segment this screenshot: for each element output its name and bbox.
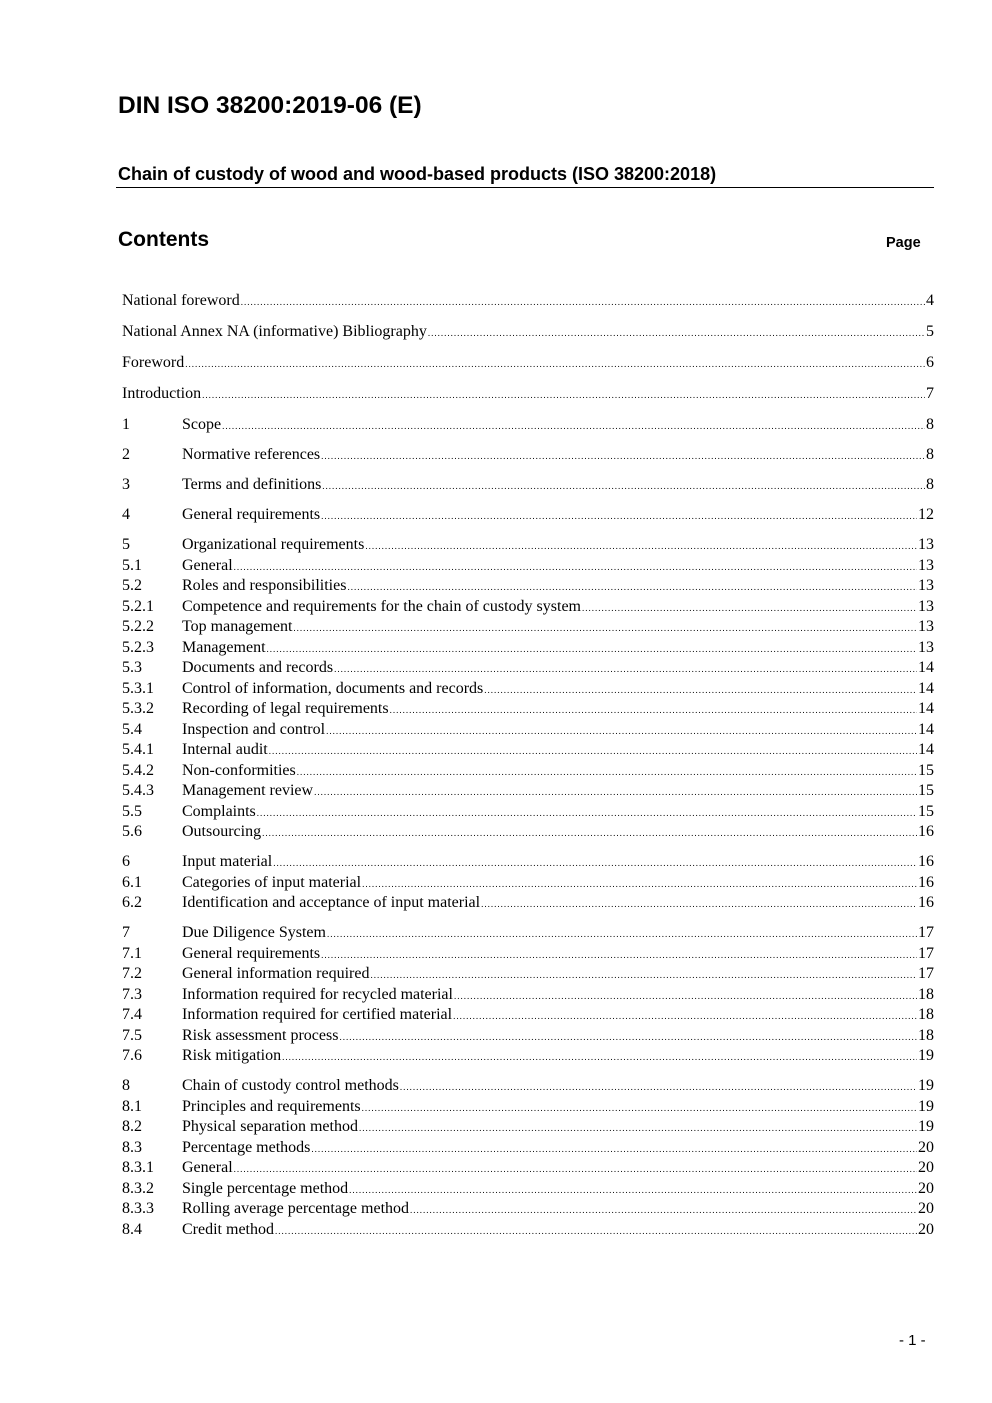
toc-entry-number: 6.2	[122, 894, 142, 911]
toc-entry[interactable]	[122, 1097, 934, 1118]
toc-entry-page: 13	[918, 536, 934, 553]
toc-entry-label: Input material	[182, 853, 273, 870]
toc-dot-leader	[273, 853, 917, 873]
toc-entry[interactable]	[122, 1220, 934, 1241]
toc-entry[interactable]	[122, 475, 934, 496]
toc-entry-label: Top management	[182, 618, 293, 635]
toc-entry-label: Terms and definitions	[182, 476, 322, 493]
toc-entry-label: Complaints	[182, 802, 256, 820]
toc-entry[interactable]	[122, 699, 934, 720]
toc-dot-leader	[365, 536, 917, 556]
toc-entry-page: 20	[918, 1220, 934, 1238]
toc-entry-page: 16	[918, 873, 934, 891]
toc-dot-leader	[269, 741, 917, 761]
toc-entry-label: Management	[182, 638, 266, 656]
toc-entry-number: 1	[122, 416, 130, 433]
toc-entry[interactable]	[122, 1076, 934, 1097]
toc-entry-label: Single percentage method	[182, 1179, 349, 1197]
toc-dot-leader	[322, 476, 925, 496]
contents-heading: Contents	[118, 228, 209, 251]
toc-entry-label: Introduction	[122, 385, 202, 402]
toc-entry-number: 5.2.1	[122, 597, 154, 615]
toc-entry-label: Control of information, documents and records	[182, 679, 484, 697]
toc-entry-number: 6	[122, 853, 130, 870]
toc-dot-leader	[339, 1027, 917, 1047]
toc-entry-page: 17	[918, 944, 934, 962]
toc-entry-label: Documents and records	[182, 659, 334, 676]
toc-entry[interactable]	[122, 761, 934, 782]
toc-entry-number: 5.2	[122, 577, 142, 594]
toc-entry-page: 13	[918, 597, 934, 615]
toc-entry[interactable]	[122, 873, 934, 894]
toc-entry-number: 5.5	[122, 802, 142, 820]
title-divider	[116, 187, 934, 188]
toc-entry-label: National Annex NA (informative) Bibliography	[122, 323, 427, 340]
toc-entry-label: Risk assessment process	[182, 1026, 339, 1044]
toc-entry[interactable]	[122, 617, 934, 638]
toc-entry-number: 5.6	[122, 823, 142, 840]
toc-entry-page: 15	[918, 782, 934, 799]
toc-dot-leader	[349, 1180, 917, 1200]
toc-entry-page: 16	[918, 894, 934, 911]
toc-dot-leader	[362, 874, 917, 894]
toc-entry-page: 20	[918, 1138, 934, 1156]
toc-entry[interactable]	[122, 923, 934, 944]
toc-entry-page: 18	[918, 985, 934, 1003]
toc-entry-page: 8	[926, 476, 934, 493]
toc-dot-leader	[321, 945, 917, 965]
toc-dot-leader	[275, 1221, 917, 1241]
toc-entry-page: 7	[926, 385, 934, 402]
toc-entry-page: 13	[918, 556, 934, 574]
toc-entry[interactable]	[122, 893, 934, 914]
toc-dot-leader	[321, 506, 917, 526]
toc-entry[interactable]	[122, 638, 934, 659]
toc-entry-number: 8.4	[122, 1220, 142, 1238]
toc-entry[interactable]	[122, 445, 934, 466]
toc-entry-label: Rolling average percentage method	[182, 1200, 410, 1217]
toc-entry-number: 8.3.2	[122, 1179, 154, 1197]
toc-entry-page: 20	[918, 1200, 934, 1217]
toc-entry-label: Principles and requirements	[182, 1097, 361, 1115]
toc-entry-label: Information required for certified material	[182, 1006, 453, 1023]
toc-entry-page: 14	[918, 659, 934, 676]
page-column-heading: Page	[886, 235, 921, 251]
toc-entry-number: 8.1	[122, 1097, 142, 1115]
toc-dot-leader	[282, 1047, 917, 1067]
toc-entry[interactable]	[122, 1117, 934, 1138]
toc-entry-number: 4	[122, 506, 130, 523]
toc-dot-leader	[262, 823, 917, 843]
toc-dot-leader	[582, 598, 917, 618]
toc-entry-label: General	[182, 1159, 233, 1176]
toc-dot-leader	[454, 986, 917, 1006]
toc-dot-leader	[321, 446, 925, 466]
toc-entry[interactable]	[122, 802, 934, 823]
toc-entry-label: Competence and requirements for the chain of custody system	[182, 597, 581, 615]
toc-entry-number: 8.3.3	[122, 1200, 154, 1217]
toc-entry-page: 15	[918, 802, 934, 820]
toc-dot-leader	[314, 782, 917, 802]
toc-entry-number: 8.2	[122, 1118, 142, 1135]
toc-entry-label: Categories of input material	[182, 873, 362, 891]
toc-entry-page: 20	[918, 1159, 934, 1176]
toc-entry-page: 16	[918, 853, 934, 870]
toc-entry-number: 7.2	[122, 965, 142, 982]
document-title: DIN ISO 38200:2019-06 (E)	[118, 92, 422, 119]
toc-entry-label: Chain of custody control methods	[182, 1077, 399, 1094]
toc-entry-page: 19	[918, 1047, 934, 1064]
toc-entry[interactable]	[122, 556, 934, 577]
toc-entry[interactable]	[122, 852, 934, 873]
toc-entry-page: 14	[918, 679, 934, 697]
toc-entry-number: 5.3.1	[122, 679, 154, 697]
toc-entry-label: Non-conformities	[182, 761, 296, 779]
toc-entry-label: General requirements	[182, 506, 321, 523]
toc-entry-page: 13	[918, 577, 934, 594]
toc-entry-label: Normative references	[182, 446, 321, 463]
toc-entry-page: 13	[918, 618, 934, 635]
toc-entry[interactable]	[122, 658, 934, 679]
toc-entry[interactable]	[122, 1179, 934, 1200]
toc-dot-leader	[241, 292, 925, 312]
toc-entry-label: Outsourcing	[182, 823, 262, 840]
toc-dot-leader	[334, 659, 917, 679]
toc-dot-leader	[267, 639, 917, 659]
toc-entry-number: 6.1	[122, 873, 142, 891]
toc-dot-leader	[347, 577, 917, 597]
toc-entry-label: Scope	[182, 416, 222, 433]
toc-entry[interactable]	[122, 1158, 934, 1179]
toc-dot-leader	[390, 700, 917, 720]
toc-entry-label: Organizational requirements	[182, 536, 365, 553]
toc-entry-number: 3	[122, 476, 130, 493]
toc-dot-leader	[311, 1139, 917, 1159]
toc-entry-label: Information required for recycled material	[182, 985, 453, 1003]
toc-entry-label: Due Diligence System	[182, 924, 326, 941]
toc-dot-leader	[428, 323, 925, 343]
toc-dot-leader	[326, 721, 917, 741]
toc-entry-number: 7.1	[122, 944, 142, 962]
toc-dot-leader	[484, 680, 917, 700]
toc-entry-page: 18	[918, 1026, 934, 1044]
toc-entry-page: 20	[918, 1179, 934, 1197]
toc-entry[interactable]	[122, 944, 934, 965]
toc-entry-page: 5	[926, 323, 934, 340]
toc-entry-label: Internal audit	[182, 741, 268, 758]
toc-entry-page: 12	[918, 506, 934, 523]
toc-entry-page: 19	[918, 1077, 934, 1094]
toc-entry-number: 5.2.3	[122, 638, 154, 656]
toc-dot-leader	[400, 1077, 917, 1097]
toc-entry[interactable]	[122, 505, 934, 526]
toc-entry-number: 5.3	[122, 659, 142, 676]
toc-entry-number: 8.3.1	[122, 1159, 154, 1176]
toc-entry-page: 15	[918, 761, 934, 779]
toc-dot-leader	[481, 894, 917, 914]
toc-entry-number: 5.4.2	[122, 761, 154, 779]
toc-entry-number: 5.1	[122, 556, 142, 574]
toc-entry-page: 13	[918, 638, 934, 656]
toc-entry[interactable]	[122, 353, 934, 374]
toc-entry-page: 19	[918, 1097, 934, 1115]
toc-dot-leader	[222, 416, 925, 436]
toc-entry-page: 14	[918, 700, 934, 717]
toc-entry-number: 2	[122, 446, 130, 463]
toc-entry-label: Credit method	[182, 1220, 274, 1238]
document-subtitle: Chain of custody of wood and wood-based products (ISO 38200:2018)	[118, 164, 717, 184]
toc-entry-number: 5.3.2	[122, 700, 154, 717]
toc-entry[interactable]	[122, 415, 934, 436]
toc-entry-label: Foreword	[122, 354, 185, 371]
toc-entry-page: 19	[918, 1118, 934, 1135]
toc-entry[interactable]	[122, 740, 934, 761]
toc-entry[interactable]	[122, 679, 934, 700]
toc-entry-page: 17	[918, 965, 934, 982]
toc-entry[interactable]	[122, 597, 934, 618]
toc-entry-page: 16	[918, 823, 934, 840]
toc-entry-number: 7.4	[122, 1006, 142, 1023]
toc-entry-number: 8	[122, 1077, 130, 1094]
toc-entry[interactable]	[122, 1138, 934, 1159]
toc-entry-page: 14	[918, 720, 934, 738]
toc-entry[interactable]	[122, 964, 934, 985]
toc-dot-leader	[359, 1118, 917, 1138]
toc-dot-leader	[410, 1200, 917, 1220]
toc-entry-number: 5.2.2	[122, 618, 154, 635]
toc-entry-number: 5.4.3	[122, 782, 154, 799]
toc-entry-page: 17	[918, 924, 934, 941]
toc-entry-label: Inspection and control	[182, 720, 326, 738]
toc-dot-leader	[202, 385, 925, 405]
toc-entry-number: 5.4.1	[122, 741, 154, 758]
toc-dot-leader	[234, 557, 917, 577]
toc-dot-leader	[293, 618, 917, 638]
table-of-contents	[122, 291, 934, 1240]
toc-dot-leader	[234, 1159, 917, 1179]
toc-entry-label: Physical separation method	[182, 1118, 358, 1135]
toc-entry-label: General requirements	[182, 944, 321, 962]
toc-entry-label: Risk mitigation	[182, 1047, 282, 1064]
toc-entry[interactable]	[122, 720, 934, 741]
toc-entry-label: National foreword	[122, 292, 240, 309]
toc-entry[interactable]	[122, 291, 934, 312]
toc-entry-number: 7.3	[122, 985, 142, 1003]
toc-entry-number: 7	[122, 924, 130, 941]
toc-dot-leader	[297, 762, 917, 782]
toc-dot-leader	[453, 1006, 917, 1026]
toc-entry-page: 14	[918, 741, 934, 758]
toc-entry[interactable]	[122, 985, 934, 1006]
toc-entry-page: 18	[918, 1006, 934, 1023]
toc-entry-number: 5.4	[122, 720, 142, 738]
toc-entry[interactable]	[122, 781, 934, 802]
toc-entry[interactable]	[122, 535, 934, 556]
toc-entry-label: General	[182, 556, 233, 574]
toc-dot-leader	[257, 803, 917, 823]
toc-entry-number: 7.5	[122, 1026, 142, 1044]
toc-entry-label: Recording of legal requirements	[182, 700, 389, 717]
toc-entry-page: 8	[926, 416, 934, 433]
toc-entry-label: General information required	[182, 965, 370, 982]
toc-entry-label: Roles and responsibilities	[182, 577, 347, 594]
toc-entry-page: 4	[926, 292, 934, 309]
toc-entry-number: 5	[122, 536, 130, 553]
toc-entry-label: Management review	[182, 782, 314, 799]
toc-dot-leader	[327, 924, 917, 944]
toc-dot-leader	[362, 1098, 917, 1118]
toc-entry-label: Percentage methods	[182, 1138, 311, 1156]
toc-entry-page: 8	[926, 446, 934, 463]
toc-entry[interactable]	[122, 384, 934, 405]
toc-entry[interactable]	[122, 822, 934, 843]
toc-entry[interactable]	[122, 1046, 934, 1067]
toc-entry[interactable]	[122, 322, 934, 343]
toc-dot-leader	[370, 965, 917, 985]
toc-entry-label: Identification and acceptance of input material	[182, 894, 481, 911]
toc-dot-leader	[185, 354, 925, 374]
toc-entry[interactable]	[122, 1199, 934, 1220]
toc-entry-page: 6	[926, 354, 934, 371]
toc-entry[interactable]	[122, 1026, 934, 1047]
toc-entry-number: 7.6	[122, 1047, 142, 1064]
page-number: - 1 -	[899, 1332, 926, 1349]
toc-entry[interactable]	[122, 1005, 934, 1026]
toc-entry[interactable]	[122, 576, 934, 597]
toc-entry-number: 8.3	[122, 1138, 142, 1156]
